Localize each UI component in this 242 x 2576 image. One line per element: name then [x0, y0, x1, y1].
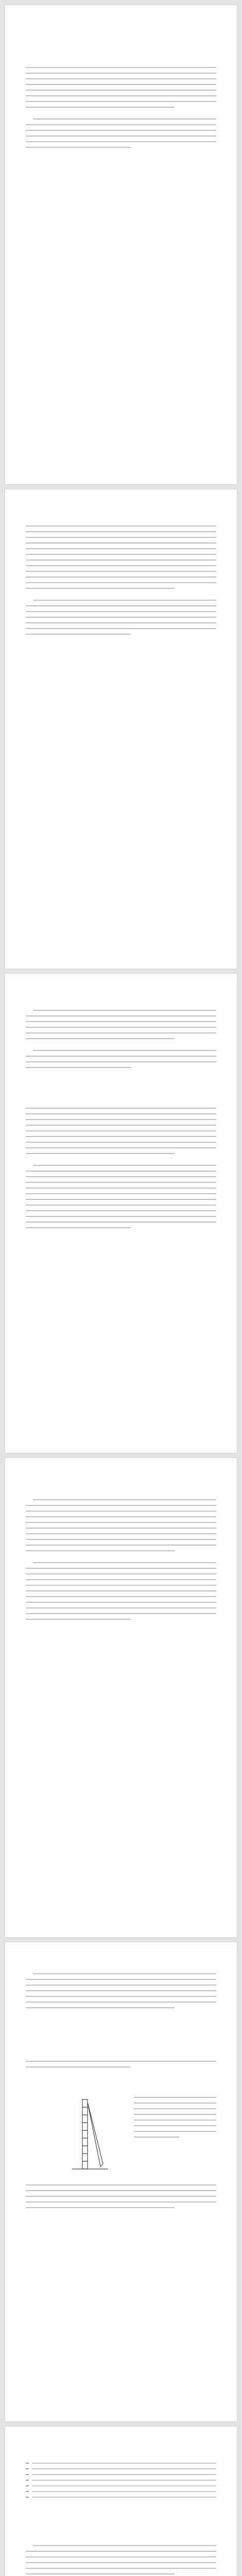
- sketch-figure: [36, 2097, 113, 2174]
- section: [26, 1103, 216, 1233]
- bullet-list: [26, 2463, 216, 2502]
- body-text: [26, 1499, 216, 1624]
- body-text: [26, 2545, 216, 2576]
- page-1: [5, 5, 237, 484]
- page-5: [5, 1942, 237, 2421]
- section: [26, 520, 216, 639]
- page-2: [5, 489, 237, 969]
- body-text: [26, 1010, 216, 1073]
- body-text: [26, 67, 216, 152]
- page-6: [5, 2427, 237, 2576]
- page-3: [5, 974, 237, 1453]
- body-text: [26, 1973, 216, 2013]
- body-text: [26, 2184, 216, 2213]
- section: [26, 2056, 216, 2072]
- page-4: [5, 1458, 237, 1937]
- figure-caption: [134, 2097, 216, 2142]
